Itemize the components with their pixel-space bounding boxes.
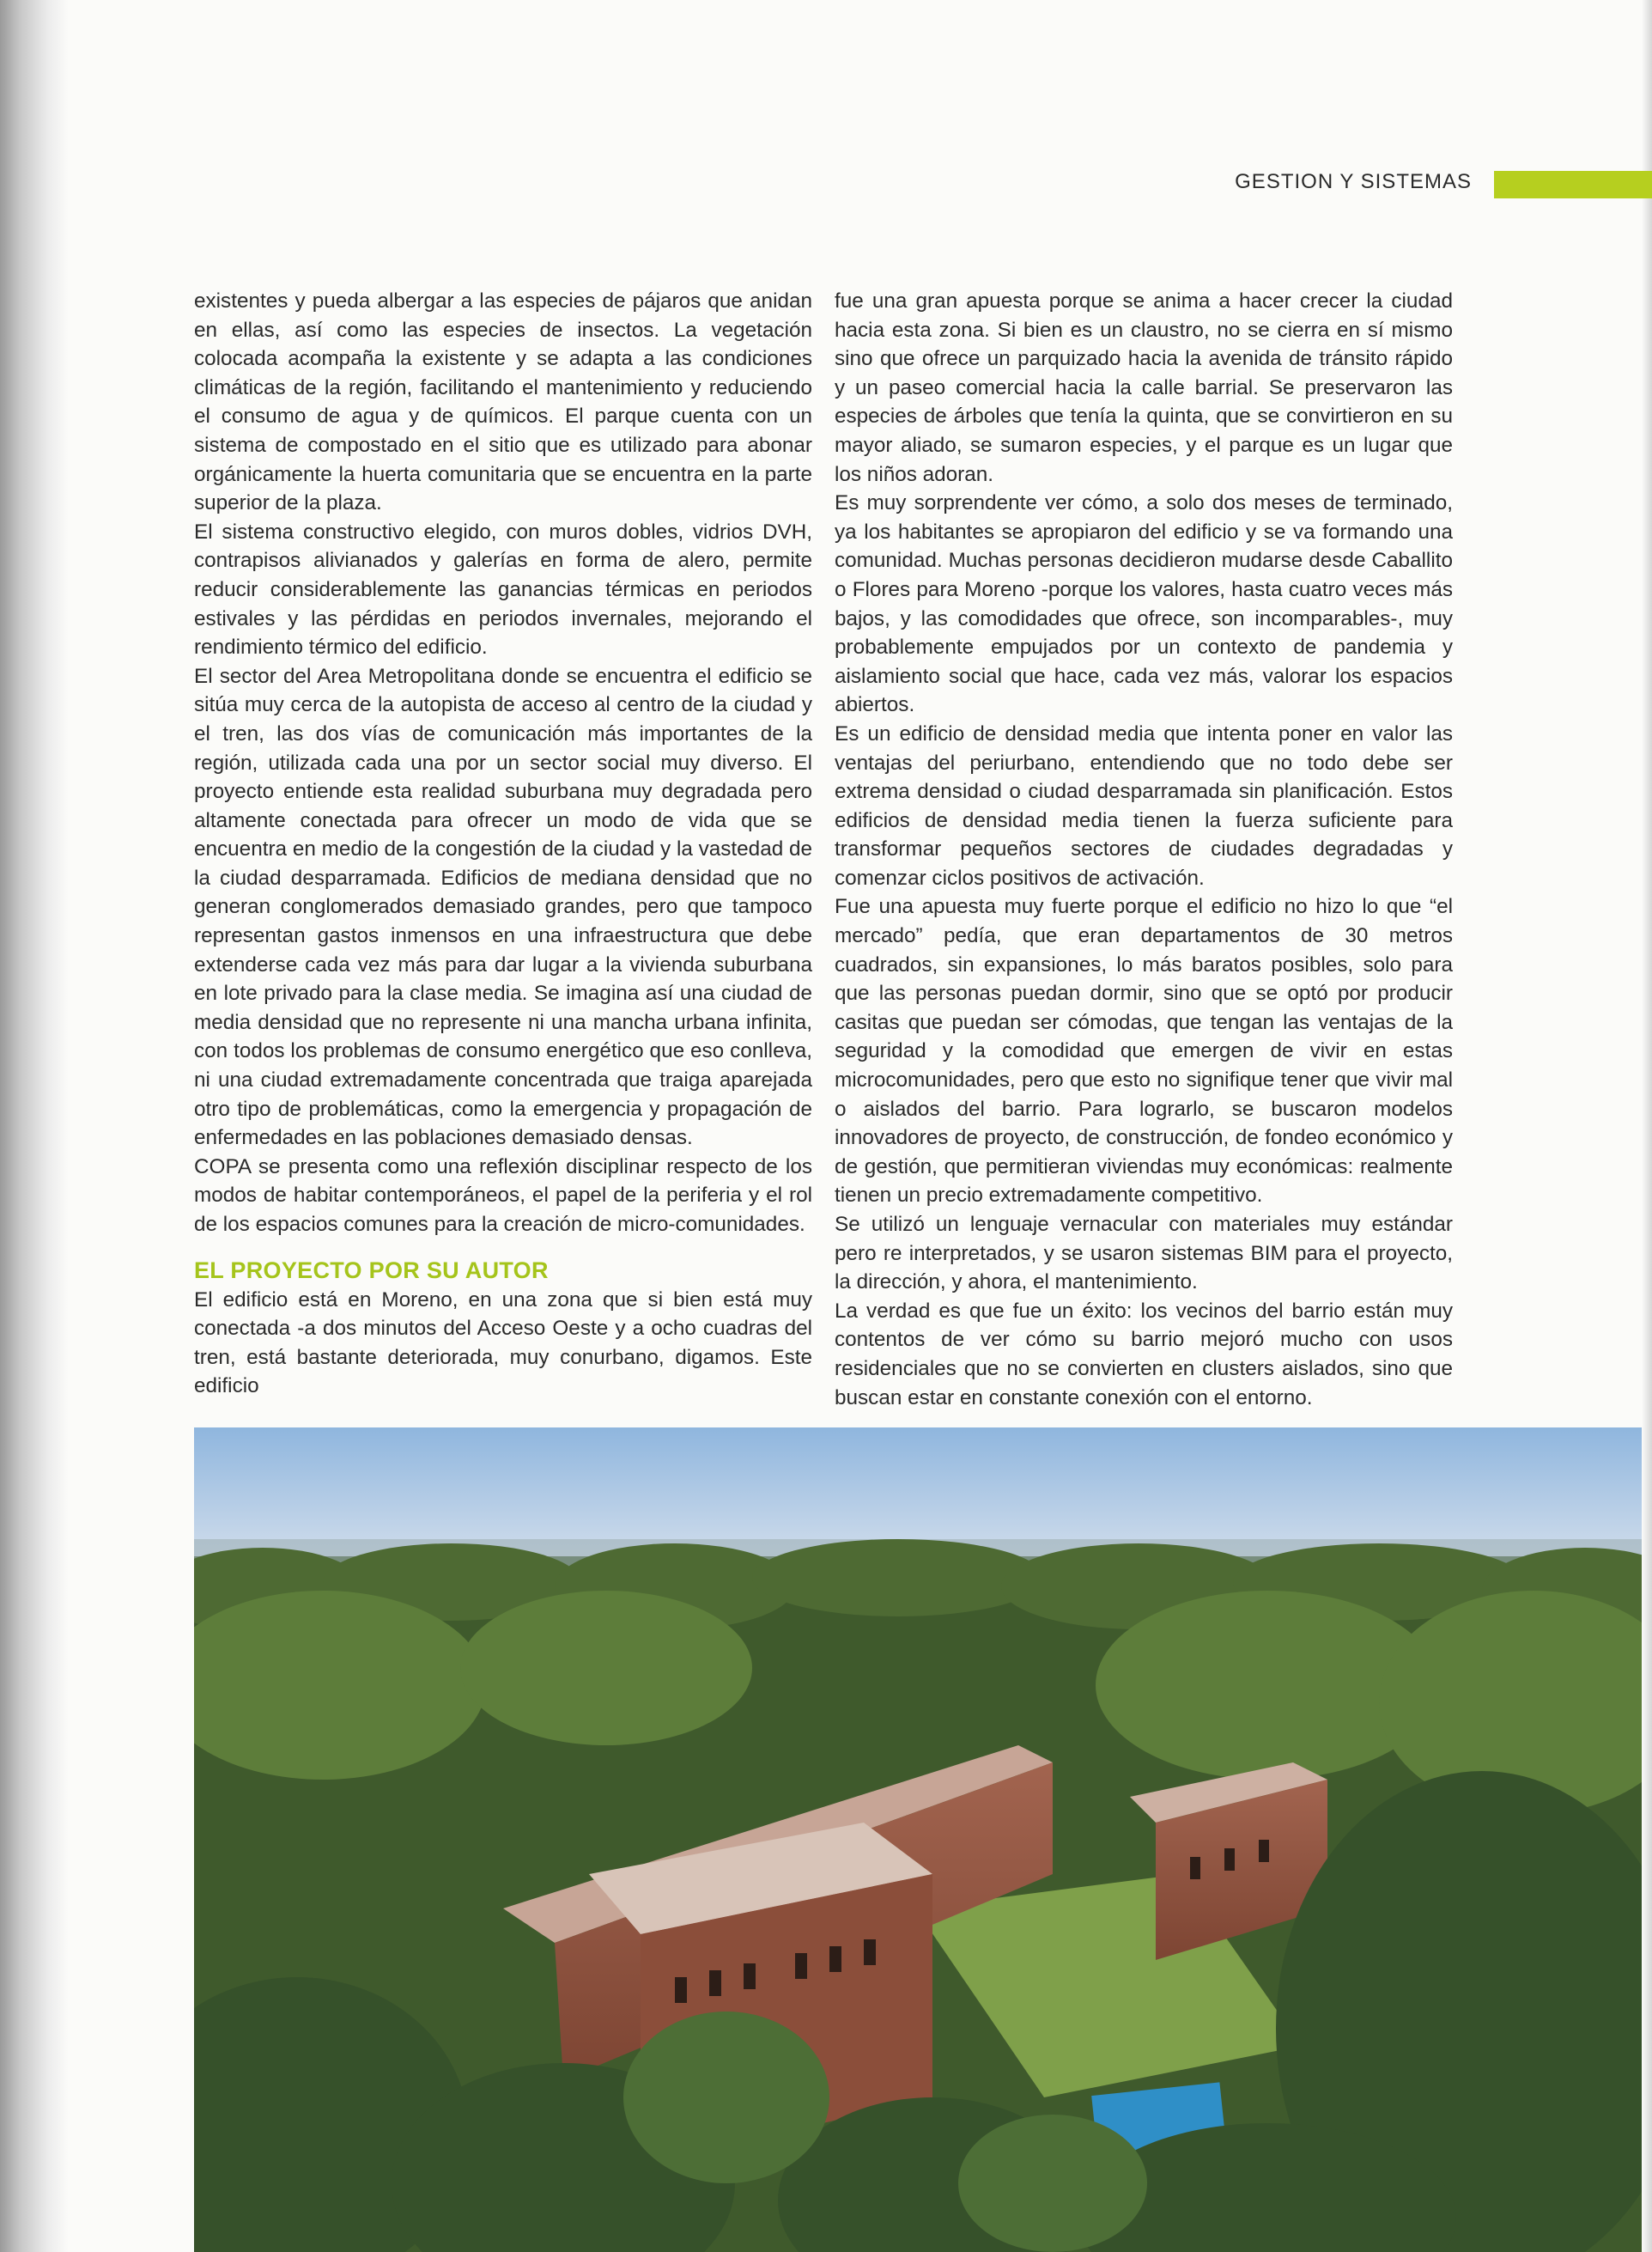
body-paragraph: Se utilizó un lenguaje vernacular con materiales muy estándar pero re interpretados, y se usaron sistemas BIM para el proyecto, la dirección, y ahora, el mantenimiento. — [835, 1213, 1453, 1294]
body-paragraph: El sector del Area Metropolitana donde se encuentra el edificio se sitúa muy cerca de la autopista de acceso al centro de la ciudad y el tren, las dos vías de comunicación más importantes de la región, utilizada cada una por un sector social muy diverso. El proyecto entiende esta realidad suburbana muy degradada pero altamente conectada para ofrecer un modo de vida que se encuentra en medio de la congestión de la ciudad y la vastedad de la ciudad desparramada. Edificios de mediana densidad que no generan conglomerados demasiado grandes, pero que tampoco representan gastos inmensos en una infraestructura que debe extenderse cada vez más para dar lugar a la vivienda suburbana en lote privado para la clase media. Se imagina así una ciudad de media densidad que no represente ni una mancha urbana infinita, con todos los problemas de consumo energético que eso conlleva, ni una ciudad extremadamente concentrada que traiga aparejada otro tipo de problemáticas, como la emergencia y propagación de enfermedades en las poblaciones demasiado densas. — [194, 664, 812, 1150]
right-text-column — [835, 287, 1453, 1412]
section-accent-bar — [1494, 171, 1652, 198]
left-text-column — [194, 287, 812, 1401]
body-paragraph: Es un edificio de densidad media que intenta poner en valor las ventajas del periurbano, entendiendo que no todo debe ser extrema densidad o ciudad desparramada sin planificación. Estos edificios de densidad media tienen la fuerza suficiente para transformar pequeños sectores de ciudades degradadas y comenzar ciclos positivos de activación. — [835, 721, 1453, 890]
body-paragraph: El sistema constructivo elegido, con muros dobles, vidrios DVH, contrapisos alivianados y galerías en forma de alero, permite reducir considerablemente las ganancias térmicas en periodos estivales y las pérdidas en periodos invernales, mejorando el rendimiento térmico del edificio. — [194, 520, 812, 660]
page-gutter-shadow — [0, 0, 69, 2252]
body-paragraph: El edificio está en Moreno, en una zona que si bien está muy conectada -a dos minutos del Acceso Oeste y a ocho cuadras del tren, está bastante deteriorada, muy conurbano, digamos. Este edificio — [194, 1287, 812, 1398]
body-paragraph: fue una gran apuesta porque se anima a hacer crecer la ciudad hacia esta zona. Si bien es un claustro, no se cierra en sí mismo sino que ofrece un parquizado hacia la avenida de tránsito rápido y un paseo comercial hacia la calle barrial. Se preservaron las especies de árboles que tenía la quinta, que se convirtieron en su mayor aliado, se sumaron especies, y el parque es un lugar que los niños adoran. — [835, 289, 1453, 486]
section-title: GESTION Y SISTEMAS — [1235, 170, 1472, 193]
body-paragraph: Es muy sorprendente ver cómo, a solo dos meses de terminado, ya los habitantes se apropiaron del edificio y se va formando una comunidad. Muchas personas decidieron mudarse desde Caballito o Flores para Moreno -porque los valores, hasta cuatro veces más bajos, y las comodidades que ofrece, son incomparables-, muy probablemente empujados por un contexto de pandemia y aislamiento social que hace, cada vez más, valorar los espacios abiertos. — [835, 491, 1453, 717]
body-paragraph: Fue una apuesta muy fuerte porque el edificio no hizo lo que “el mercado” pedía, que eran departamentos de 30 metros cuadrados, sin expansiones, lo más baratos posibles, solo para que las personas puedan dormir, sino que se optó por producir casitas que puedan ser cómodas, que tengan las ventajas de la seguridad y la comodidad que emergen de vivir en estas microcomunidades, pero que esto no signifique tener que vivir mal o aislados del barrio. Para lograrlo, se buscaron modelos innovadores de proyecto, de construcción, de fondeo económico y de gestión, que permitieran viviendas muy económicas: realmente tienen un precio extremadamente competitivo. — [835, 895, 1453, 1208]
aerial-photo-illustration — [194, 1427, 1642, 2252]
body-paragraph: La verdad es que fue un éxito: los vecinos del barrio están muy contentos de ver cómo su barrio mejoró mucho con usos residenciales que no se convierten en clusters aislados, sino que buscan estar en constante conexión con el entorno. — [835, 1299, 1453, 1409]
aerial-building-photo — [194, 1427, 1642, 2252]
body-paragraph: existentes y pueda albergar a las especies de pájaros que anidan en ellas, así como las especies de insectos. La vegetación colocada acompaña la existente y se adapta a las condiciones climáticas de la región, facilitando el mantenimiento y reduciendo el consumo de agua y de químicos. El parque cuenta con un sistema de compostado en el sitio que es utilizado para abonar orgánicamente la huerta comunitaria que se encuentra en la parte superior de la plaza. — [194, 289, 812, 515]
body-paragraph: COPA se presenta como una reflexión disciplinar respecto de los modos de habitar contemporáneos, el papel de la periferia y el rol de los espacios comunes para la creación de micro-comunidades. — [194, 1154, 812, 1236]
page-edge-shadow — [1642, 0, 1652, 2252]
section-header — [1235, 168, 1652, 201]
section-subheading: EL PROYECTO POR SU AUTOR — [194, 1257, 549, 1283]
